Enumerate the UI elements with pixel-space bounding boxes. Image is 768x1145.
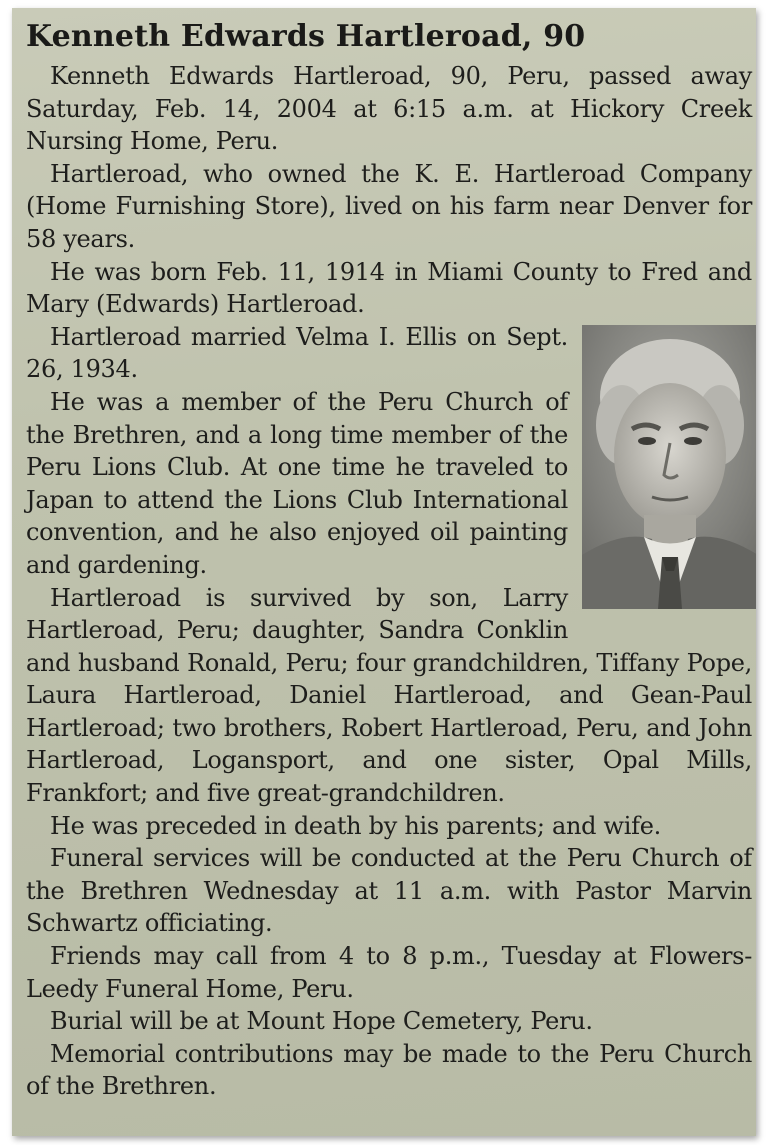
paragraph-death-notice: Kenneth Edwards Hartleroad, 90, Peru, passed away Saturday, Feb. 14, 2004 at 6:15 a.m. at Hickory Creek Nursing Home, Peru. bbox=[26, 62, 752, 156]
obituary-article bbox=[26, 18, 752, 1103]
paragraph-funeral: Funeral services will be conducted at the Peru Church of the Brethren Wednesday at 11 a.m. with Pastor Marvin Schwartz officiating. bbox=[26, 844, 752, 938]
paragraph-preceded: He was preceded in death by his parents; and wife. bbox=[50, 811, 661, 840]
paragraph-birth: He was born Feb. 11, 1914 in Miami County to Fred and Mary (Edwards) Hartleroad. bbox=[26, 257, 752, 319]
paragraph-burial: Burial will be at Mount Hope Cemetery, Peru. bbox=[50, 1007, 593, 1036]
paragraph-survivors: Hartleroad is survived by son, Larry Hartleroad, Peru; daughter, Sandra Conklin and husband Ronald, Peru; four grandchildren, Tiffany Pope, Laura Hartleroad, Daniel Hartleroad, and Gean-Paul Hartleroad; two brothers, Robert Hartleroad, Peru, and John Hartleroad, Logansport, and one sister, Opal Mills, Frankfort; and five great-grandchildren. bbox=[26, 583, 752, 808]
portrait-photo-icon bbox=[582, 325, 756, 609]
paragraph-memberships: He was a member of the Peru Church of the Brethren, and a long time member of the Peru Lions Club. At one time he traveled to Japan to attend the Lions Club International convention, and he also enjoyed oil painting and gardening. bbox=[26, 387, 568, 579]
paragraph-career: Hartleroad, who owned the K. E. Hartleroad Company (Home Furnishing Store), lived on his farm near Denver for 58 years. bbox=[26, 159, 752, 253]
paragraph-visitation: Friends may call from 4 to 8 p.m., Tuesday at Flowers-Leedy Funeral Home, Peru. bbox=[26, 942, 752, 1003]
newspaper-clipping bbox=[12, 8, 756, 1136]
paragraph-marriage: Hartleroad married Velma I. Ellis on Sept. 26, 1934. bbox=[26, 322, 568, 384]
paragraph-memorials: Memorial contributions may be made to the Peru Church of the Brethren. bbox=[26, 1039, 752, 1101]
obituary-body bbox=[26, 60, 752, 1103]
obituary-headline: Kenneth Edwards Hartleroad, 90 bbox=[26, 19, 586, 54]
